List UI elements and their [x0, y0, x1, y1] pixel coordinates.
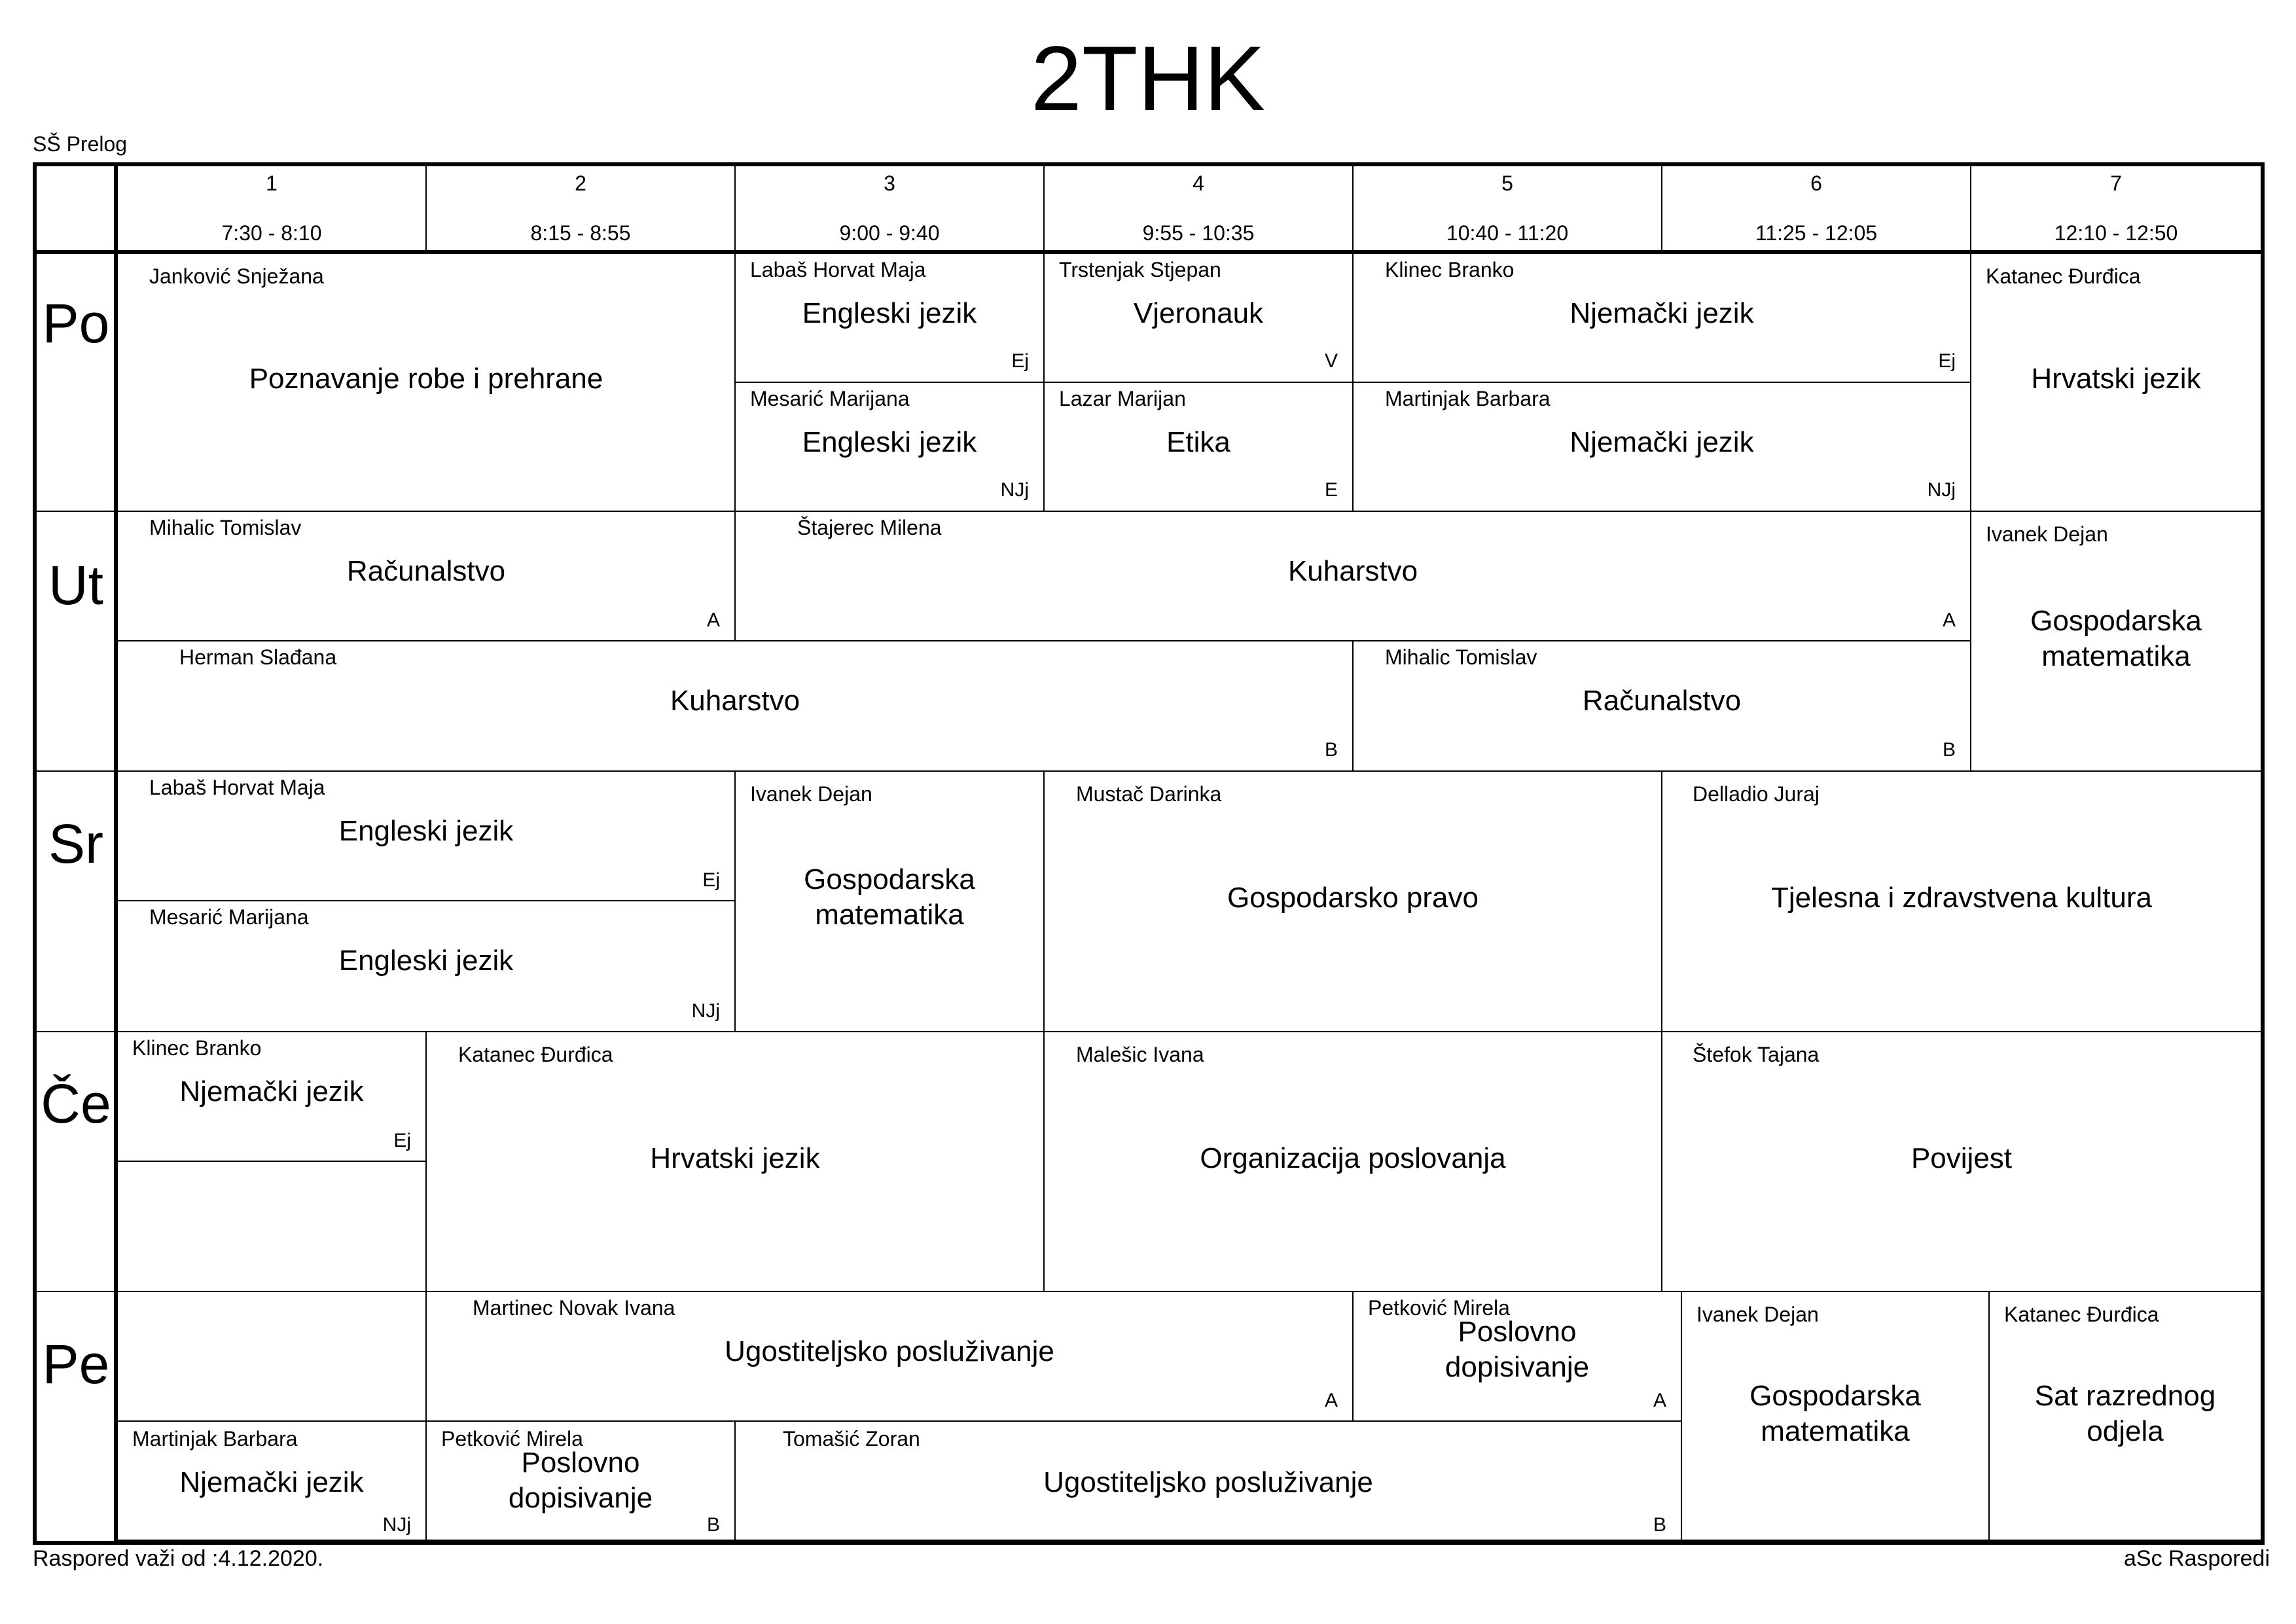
lesson-teacher: Katanec Đurđica	[2004, 1303, 2159, 1326]
lesson-subject: Engleski jezik	[802, 297, 977, 329]
day-label-po: Po	[42, 293, 110, 354]
lesson-cell-pe-6[interactable]	[1682, 1292, 1990, 1541]
lesson-teacher: Štefok Tajana	[1693, 1043, 1820, 1066]
lesson-cell-sr-3[interactable]	[736, 772, 1045, 1032]
lesson-cell-po-7[interactable]	[1354, 383, 1971, 512]
lesson-teacher: Labaš Horvat Maja	[149, 776, 325, 799]
lesson-cell-pe-5[interactable]	[736, 1422, 1682, 1541]
lesson-group: Ej	[1011, 350, 1029, 372]
lesson-cell-po-3[interactable]	[736, 383, 1045, 512]
lesson-teacher: Štajerec Milena	[797, 516, 942, 539]
lesson-teacher: Labaš Horvat Maja	[750, 258, 926, 281]
lesson-teacher: Mesarić Marijana	[149, 905, 309, 929]
period-time: 11:25 - 12:05	[1755, 221, 1878, 245]
period-header-5	[1354, 166, 1662, 250]
lesson-teacher: Trstenjak Stjepan	[1059, 258, 1221, 281]
lesson-subject-line2: odjela	[2087, 1415, 2164, 1447]
lesson-cell-ut-4[interactable]	[1354, 641, 1971, 772]
lesson-subject: Kuharstvo	[670, 685, 800, 717]
lesson-subject: Poznavanje robe i prehrane	[249, 363, 603, 395]
period-time: 10:40 - 11:20	[1446, 221, 1569, 245]
lesson-cell-pe-7[interactable]	[1990, 1292, 2261, 1541]
lesson-cell-po-6[interactable]	[1354, 254, 1971, 383]
period-number: 2	[575, 171, 586, 195]
lesson-teacher: Herman Slađana	[179, 645, 337, 669]
lesson-subject-line1: Poslovno	[521, 1447, 640, 1479]
period-number: 4	[1193, 171, 1204, 195]
lesson-cell-ce-2[interactable]	[427, 1032, 1045, 1292]
lesson-subject-line2: dopisivanje	[508, 1482, 653, 1514]
lesson-group: Ej	[393, 1130, 411, 1151]
lesson-subject: Njemački jezik	[1570, 426, 1754, 458]
lesson-group: NJj	[382, 1514, 411, 1536]
lesson-cell-ce-3[interactable]	[1045, 1032, 1662, 1292]
lesson-subject-line2: matematika	[2041, 640, 2191, 672]
software-credit: aSc Rasporedi	[2123, 1546, 2270, 1571]
lesson-subject: Engleski jezik	[338, 815, 514, 847]
lesson-teacher: Ivanek Dejan	[1986, 522, 2108, 546]
lesson-cell-po-5[interactable]	[1045, 383, 1354, 512]
lesson-teacher: Lazar Marijan	[1059, 387, 1186, 410]
lesson-subject: Etika	[1166, 426, 1230, 458]
lesson-teacher: Katanec Đurđica	[458, 1043, 613, 1066]
lesson-subject: Vjeronauk	[1133, 297, 1264, 329]
lesson-cell-ce-4[interactable]	[1662, 1032, 2261, 1292]
timetable-title: 2THK	[1031, 27, 1265, 130]
lesson-cell-po-1[interactable]	[118, 254, 736, 512]
period-time: 9:00 - 9:40	[839, 221, 940, 245]
lesson-teacher: Janković Snježana	[149, 264, 324, 288]
period-header-1	[118, 166, 427, 250]
day-divider-sr-ce	[37, 1031, 118, 1032]
lesson-teacher: Katanec Đurđica	[1986, 264, 2141, 288]
lesson-cell-ut-5[interactable]	[1971, 512, 2261, 772]
period-header-6	[1662, 166, 1971, 250]
period-time: 7:30 - 8:10	[221, 221, 322, 245]
lesson-subject: Njemački jezik	[1570, 297, 1754, 329]
lesson-group: E	[1324, 479, 1338, 501]
lesson-cell-ut-3[interactable]	[118, 641, 1354, 772]
lesson-teacher: Petković Mirela	[441, 1427, 583, 1451]
period-time: 9:55 - 10:35	[1142, 221, 1255, 245]
lesson-subject: Povijest	[1910, 1142, 2013, 1174]
lesson-subject-line2: matematika	[815, 899, 964, 931]
lesson-cell-po-8[interactable]	[1971, 254, 2261, 512]
lesson-group: B	[706, 1514, 720, 1536]
lesson-group: A	[1324, 1390, 1338, 1411]
lesson-teacher: Mesarić Marijana	[750, 387, 910, 410]
lesson-subject-line1: Gospodarska	[1749, 1380, 1921, 1412]
lesson-group: A	[1942, 609, 1956, 631]
lesson-cell-sr-4[interactable]	[1045, 772, 1662, 1032]
school-name: SŠ Prelog	[33, 132, 128, 156]
lesson-cell-ce-1[interactable]	[118, 1032, 427, 1162]
lesson-cell-ut-1[interactable]	[118, 512, 736, 641]
lesson-teacher: Klinec Branko	[132, 1036, 262, 1060]
day-divider-ce-pe	[37, 1291, 118, 1292]
lesson-teacher: Martinjak Barbara	[1385, 387, 1551, 410]
lesson-subject-line2: matematika	[1761, 1415, 1910, 1447]
lesson-cell-pe-4[interactable]	[427, 1422, 736, 1541]
lesson-cell-pe-1[interactable]	[427, 1292, 1354, 1422]
lesson-subject: Engleski jezik	[802, 426, 977, 458]
lesson-subject-line2: dopisivanje	[1444, 1351, 1590, 1383]
period-header-3	[736, 166, 1045, 250]
validity-note: Raspored važi od :4.12.2020.	[33, 1546, 324, 1571]
lesson-cell-pe-3[interactable]	[118, 1422, 427, 1541]
day-divider-po-ut	[37, 511, 118, 512]
lesson-subject-line1: Gospodarska	[2030, 605, 2202, 637]
period-number: 5	[1501, 171, 1513, 195]
period-number: 7	[2110, 171, 2122, 195]
period-header-7	[1971, 166, 2261, 250]
lesson-group: A	[706, 609, 720, 631]
lesson-teacher: Petković Mirela	[1368, 1296, 1510, 1320]
period-number: 3	[884, 171, 895, 195]
lesson-subject: Ugostiteljsko posluživanje	[725, 1335, 1054, 1367]
lesson-teacher: Delladio Juraj	[1693, 782, 1820, 806]
empty-slot-pe	[118, 1292, 427, 1422]
lesson-subject: Engleski jezik	[338, 945, 514, 977]
lesson-cell-pe-2[interactable]	[1354, 1292, 1682, 1422]
lesson-subject-line1: Poslovno	[1458, 1316, 1577, 1348]
lesson-subject: Računalstvo	[346, 555, 506, 587]
lesson-group: B	[1653, 1514, 1666, 1536]
lesson-subject: Kuharstvo	[1287, 555, 1418, 587]
lesson-teacher: Malešic Ivana	[1076, 1043, 1204, 1066]
lesson-subject: Hrvatski jezik	[2031, 363, 2201, 395]
lesson-group: Ej	[702, 869, 720, 891]
day-label-ce: Če	[41, 1073, 111, 1134]
day-label-ut: Ut	[48, 554, 103, 616]
lesson-teacher: Martinec Novak Ivana	[473, 1296, 675, 1320]
lesson-teacher: Mihalic Tomislav	[149, 516, 302, 539]
lesson-group: NJj	[691, 1000, 720, 1022]
lesson-cell-sr-1[interactable]	[118, 772, 736, 901]
lesson-group: B	[1324, 739, 1338, 761]
period-time: 12:10 - 12:50	[2054, 221, 2178, 245]
timetable-grid	[33, 162, 2265, 1545]
lesson-subject: Računalstvo	[1582, 685, 1742, 717]
lesson-group: A	[1653, 1390, 1666, 1411]
lesson-subject: Njemački jezik	[179, 1075, 364, 1108]
day-label-pe: Pe	[42, 1333, 110, 1395]
period-header-4	[1045, 166, 1354, 250]
lesson-teacher: Mihalic Tomislav	[1385, 645, 1537, 669]
lesson-teacher: Martinjak Barbara	[132, 1427, 298, 1451]
lesson-subject: Njemački jezik	[179, 1466, 364, 1498]
lesson-cell-sr-5[interactable]	[1662, 772, 2261, 1032]
lesson-subject: Organizacija poslovanja	[1200, 1142, 1506, 1174]
period-time: 8:15 - 8:55	[530, 221, 631, 245]
lesson-group: NJj	[1927, 479, 1956, 501]
lesson-subject-line1: Gospodarska	[804, 863, 975, 895]
lesson-cell-ut-2[interactable]	[736, 512, 1971, 641]
period-header-2	[427, 166, 736, 250]
lesson-group: B	[1942, 739, 1956, 761]
lesson-subject: Ugostiteljsko posluživanje	[1043, 1466, 1373, 1498]
lesson-subject: Hrvatski jezik	[650, 1142, 820, 1174]
lesson-cell-po-4[interactable]	[1045, 254, 1354, 383]
day-divider-ut-sr	[37, 770, 118, 772]
lesson-group: NJj	[1000, 479, 1029, 501]
lesson-group: V	[1324, 350, 1338, 372]
empty-slot-ce	[118, 1162, 427, 1292]
day-label-sr: Sr	[48, 813, 103, 875]
lesson-teacher: Ivanek Dejan	[750, 782, 872, 806]
lesson-teacher: Ivanek Dejan	[1696, 1303, 1819, 1326]
lesson-teacher: Klinec Branko	[1385, 258, 1515, 281]
lesson-subject: Gospodarsko pravo	[1227, 882, 1479, 914]
lesson-cell-po-2[interactable]	[736, 254, 1045, 383]
lesson-subject: Tjelesna i zdravstvena kultura	[1770, 882, 2153, 914]
lesson-subject-line1: Sat razrednog	[2034, 1380, 2216, 1412]
lesson-group: Ej	[1938, 350, 1956, 372]
period-number: 6	[1810, 171, 1822, 195]
period-number: 1	[266, 171, 278, 195]
lesson-teacher: Mustač Darinka	[1076, 782, 1222, 806]
lesson-teacher: Tomašić Zoran	[783, 1427, 920, 1451]
lesson-cell-sr-2[interactable]	[118, 901, 736, 1032]
